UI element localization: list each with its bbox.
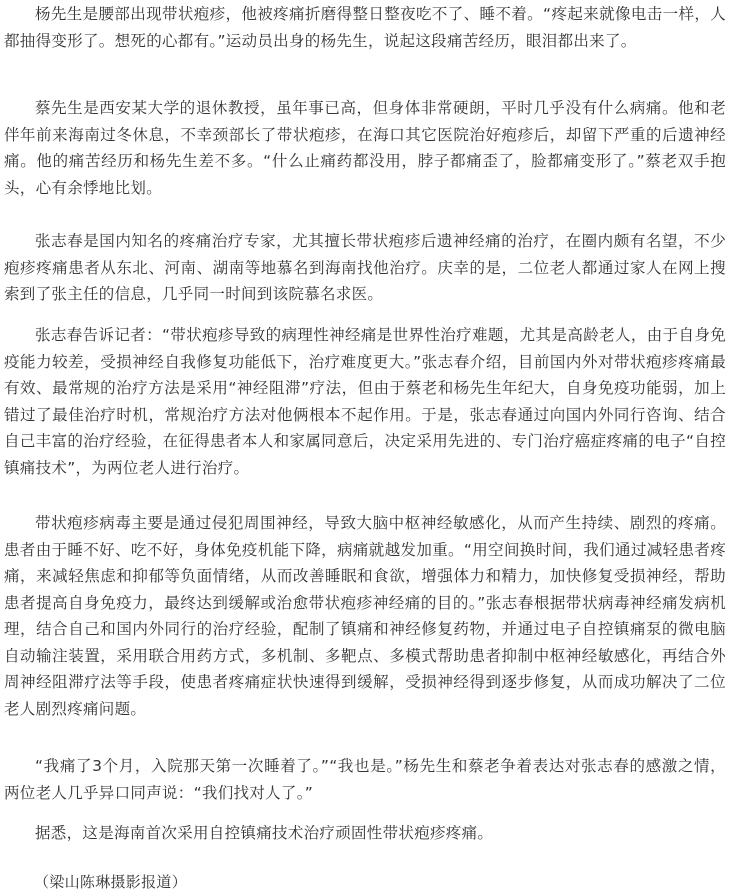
paragraph-cai-case: 蔡先生是西安某大学的退休教授，虽年事已高，但身体非常硬朗，平时几乎没有什么病痛。他和老伴年前来海南过冬休息，不幸颈部长了带状疱疹，在海口其它医院治好疱疹后，却留下严重的后遗神经痛。他的痛苦经历和杨先生差不多。“什么止痛药都没用，脖子都痛歪了，脸都痛变形了。”蔡老双手抱头，心有余悸地比划。 [4,99,726,197]
paragraph-disease-mechanism: 带状疱疹病毒主要是通过侵犯周围神经，导致大脑中枢神经敏感化，从而产生持续、剧烈的疼痛。患者由于睡不好、吃不好，身体免疫机能下降，病痛就越发加重。“用空间换时间，我们通过减轻患者疼痛，来减轻焦虑和抑郁等负面情绪，从而改善睡眠和食欲，增强体力和精力，加快修复受损神经，帮助患者提高自身免疫力，最终达到缓解或治愈带状疱疹神经痛的目的。”张志春根据带状病毒神经痛发病机理，结合自己和国内外同行的治疗经验，配制了镇痛和神经修复药物，并通过电子自控镇痛泵的微电脑自动输注装置，采用联合用药方式，多机制、多靶点、多模式帮助患者抑制中枢神经敏感化，再结合外周神经阻滞疗法等手段，使患者疼痛症状快速得到缓解，受损神经得到逐步修复，从而成功解决了二位老人剧烈疼痛问题。 [4,514,726,718]
paragraph-zhang-intro: 张志春是国内知名的疼痛治疗专家，尤其擅长带状疱疹后遗神经痛的治疗，在圈内颇有名望，不少疱疹疼痛患者从东北、河南、湖南等地慕名到海南找他治疗。庆幸的是，二位老人都通过家人在网上搜索到了张主任的信息，几乎同一时间到该院慕名求医。 [4,232,726,303]
paragraph-summary: 据悉，这是海南首次采用自控镇痛技术治疗顽固性带状疱疹疼痛。 [35,824,494,842]
paragraph-patient-quotes: “我痛了3个月，入院那天第一次睡着了。”“我也是。”杨先生和蔡老争着表达对张志春的感激之情，两位老人几乎异口同声说：“我们找对人了。” [4,757,726,802]
photo-credit: （梁山陈琳摄影报道） [34,873,188,891]
paragraph-yang-case: 杨先生是腰部出现带状疱疹，他被疼痛折磨得整日整夜吃不了、睡不着。“疼起来就像电击一样，人都抽得变形了。想死的心都有。”运动员出身的杨先生，说起这段痛苦经历，眼泪都出来了。 [4,5,726,50]
paragraph-treatment-method: 张志春告诉记者：“带状疱疹导致的病理性神经痛是世界性治疗难题，尤其是高龄老人，由于自身免疫能力较差，受损神经自我修复功能低下，治疗难度更大。”张志春介绍，目前国内外对带状疱疹疼痛最有效、最常规的治疗方法是采用“神经阻滞”疗法，但由于蔡老和杨先生年纪大，自身免疫功能弱，加上错过了最佳治疗时机，常规治疗方法对他俩根本不起作用。于是，张志春通过向国内外同行咨询、结合自己丰富的治疗经验，在征得患者本人和家属同意后，决定采用先进的、专门治疗癌症疼痛的电子“自控镇痛技术”，为两位老人进行治疗。 [4,326,726,477]
